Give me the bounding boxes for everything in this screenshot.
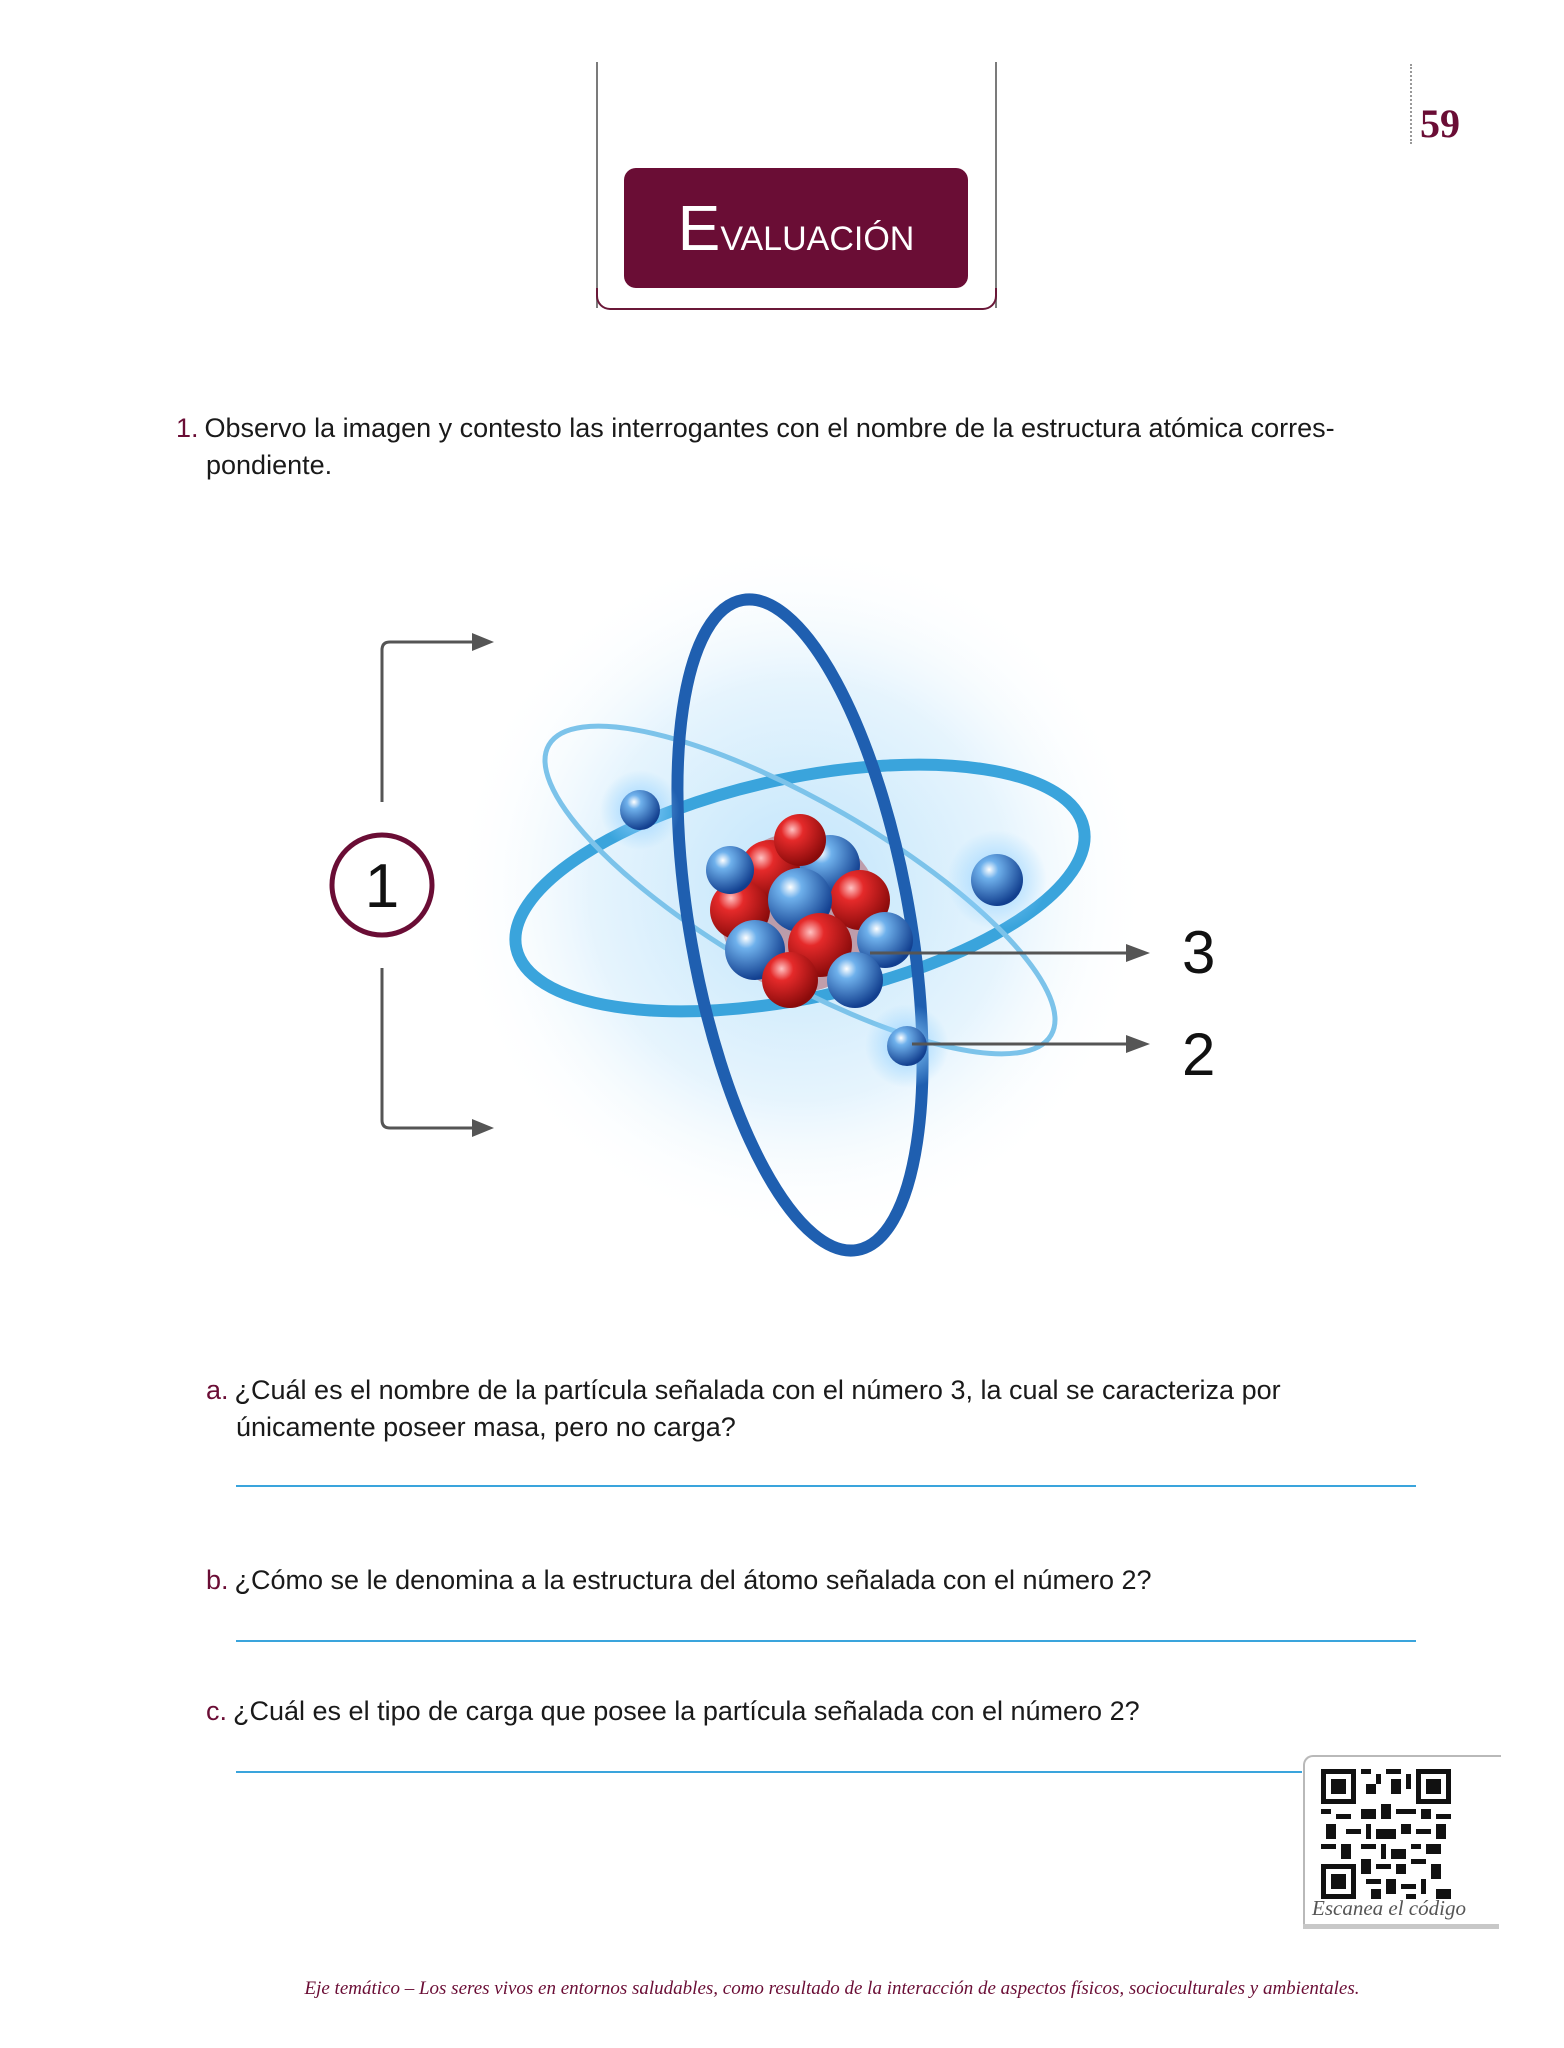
atom-diagram	[300, 540, 1260, 1260]
footer-text: Eje temático – Los seres vivos en entornos saludables, como resultado de la interacción de aspectos físicos, socioculturales y ambientales.	[304, 1978, 1360, 1999]
electron	[971, 854, 1023, 906]
label-2: 2	[1182, 1021, 1216, 1088]
electron	[887, 1026, 927, 1066]
question-a	[206, 1372, 1426, 1446]
section-title-box	[624, 168, 968, 288]
qr-code[interactable]	[1321, 1769, 1451, 1899]
label-3: 3	[1182, 919, 1216, 986]
electron	[620, 790, 660, 830]
question-c	[206, 1693, 1426, 1730]
label-1: 1	[364, 852, 400, 921]
qr-panel-shadow	[1303, 1924, 1499, 1929]
bracket-top-arrowhead	[472, 633, 494, 651]
question-c-text: ¿Cuál es el tipo de carga que posee la partícula señalada con el número 2?	[233, 1696, 1140, 1726]
question-1-text: Observo la imagen y contesto las interrogantes con el nombre de la estructura atómica corres-pondiente.	[204, 413, 1335, 480]
answer-line-b[interactable]	[236, 1640, 1416, 1642]
question-a-letter: a.	[206, 1375, 229, 1405]
page-number-separator	[1410, 64, 1412, 144]
bracket-bottom	[382, 968, 475, 1128]
arrow-2-head	[1126, 1035, 1150, 1053]
question-1-number: 1.	[176, 413, 199, 443]
header-frame-left	[596, 62, 598, 308]
answer-line-a[interactable]	[236, 1485, 1416, 1487]
bracket-top	[382, 642, 475, 802]
bracket-bottom-arrowhead	[472, 1119, 494, 1137]
section-title: Evaluación	[677, 192, 915, 264]
page-number: 59	[1420, 101, 1460, 146]
qr-caption: Escanea el código	[1312, 1896, 1466, 1920]
answer-line-c[interactable]	[236, 1771, 1302, 1773]
question-c-letter: c.	[206, 1696, 228, 1726]
question-1	[176, 410, 1426, 484]
question-b-text: ¿Cómo se le denomina a la estructura del átomo señalada con el número 2?	[234, 1565, 1152, 1595]
footer	[0, 1978, 1564, 2000]
question-a-text: ¿Cuál es el nombre de la partícula señalada con el número 3, la cual se caracteriza por únicamente poseer masa, pero no carga?	[234, 1375, 1281, 1442]
question-b-letter: b.	[206, 1565, 229, 1595]
header-frame-bottom	[596, 288, 997, 310]
question-b	[206, 1562, 1426, 1599]
header-frame-right	[995, 62, 997, 308]
